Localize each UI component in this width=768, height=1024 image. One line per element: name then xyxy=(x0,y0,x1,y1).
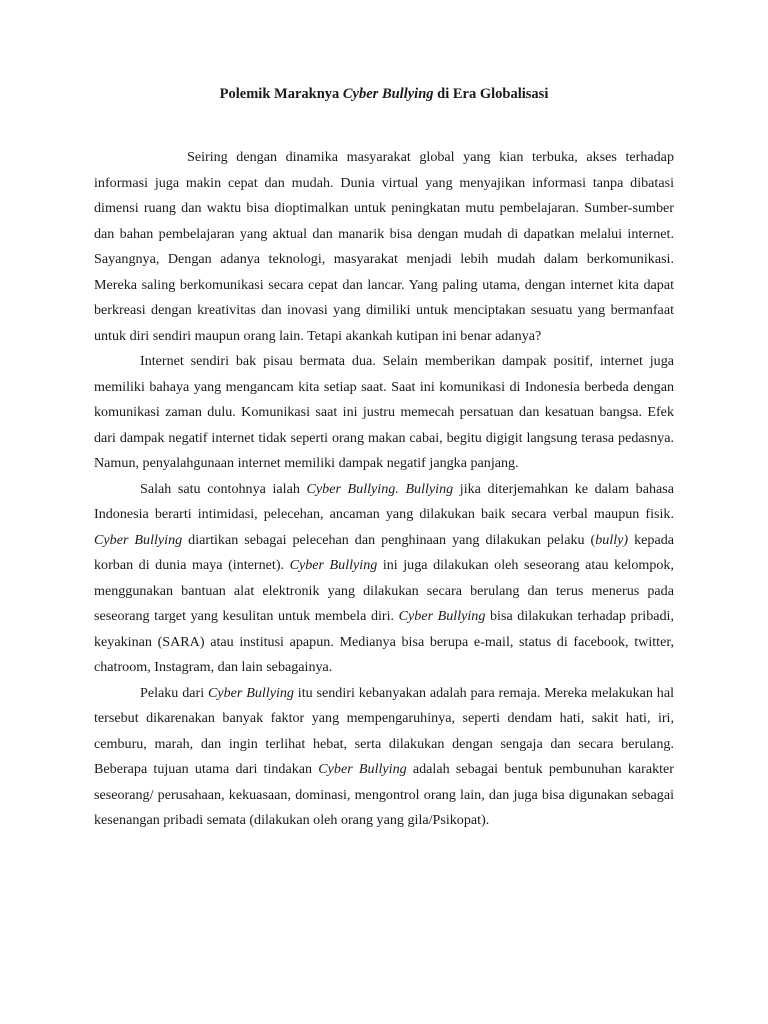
paragraph-segment: Cyber Bullying xyxy=(318,761,407,777)
paragraph xyxy=(94,145,674,349)
paragraph-segment: bully) xyxy=(595,531,629,548)
paragraph-segment: Seiring dengan dinamika masyarakat global yang kian terbuka, akses terhadap informasi juga makin cepat dan mudah. Dunia virtual yang menyajikan informasi tanpa dibatasi dimensi ruang dan waktu bisa dioptimalkan untuk peningkatan mutu pembelajaran. Sumber-sumber dan bahan pembelajaran yang aktual dan manarik bisa dengan mudah di dapatkan melalui internet. Sayangnya, Dengan adanya teknologi, masyarakat menjadi lebih mudah dalam berkomunikasi. Mereka saling berkomunikasi secara cepat dan lancar. Yang paling utama, dengan internet kita dapat berkreasi dengan kreativitas dan inovasi yang dimiliki untuk menciptakan sesuatu yang bermanfaat untuk diri sendiri maupun orang lain. Tetapi akankah kutipan ini benar adanya? xyxy=(94,149,674,344)
paragraph-segment: Pelaku dari xyxy=(140,684,208,701)
paragraph-segment: Internet sendiri bak pisau bermata dua. Selain memberikan dampak positif, internet juga memiliki bahaya yang mengancam kita setiap saat. Saat ini komunikasi di Indonesia berbeda dengan komunikasi zaman dulu. Komunikasi saat ini justru memecah persatuan dan kesatuan bangsa. Efek dari dampak negatif internet tidak seperti orang makan cabai, begitu digigit langsung terasa pedasnya. Namun, penyalahgunaan internet memiliki dampak negatif jangka panjang. xyxy=(94,353,674,471)
paragraph-segment: itu sendiri kebanyakan adalah para remaja. Mereka melakukan hal tersebut dikarenakan banyak faktor yang mempengaruhinya, seperti dendam hati, sakit hati, iri, cemburu, marah, dan ingin terlihat hebat, serta dilakukan dengan sengaja dan secara berulang. Beberapa tujuan utama dari tindakan xyxy=(94,684,674,777)
paragraph xyxy=(94,349,674,477)
paragraph-segment: Cyber Bullying xyxy=(207,684,294,701)
title-segment: di Era Globalisasi xyxy=(433,86,549,102)
paragraph-segment: Cyber Bullying xyxy=(94,531,183,548)
paragraph-segment: Cyber Bullying xyxy=(289,557,378,573)
paragraph-segment: Bullying xyxy=(405,480,454,497)
paragraph-segment: ini juga dilakukan oleh seseorang atau kelompok, menggunakan bantuan alat elektronik yang dilakukan secara berulang dan terus menerus pada seseorang target yang kesulitan untuk membela diri. xyxy=(94,557,674,624)
paragraph-segment: Cyber Bullying. xyxy=(306,480,399,497)
document-body xyxy=(94,145,674,834)
title-segment: Cyber Bullying xyxy=(342,86,434,102)
paragraph-segment: Cyber Bullying xyxy=(398,608,486,624)
paragraph-segment: jika diterjemahkan ke dalam bahasa Indonesia berarti intimidasi, pelecehan, ancaman yang dilakukan baik secara verbal maupun fisik. xyxy=(94,480,675,522)
paragraph xyxy=(94,681,674,834)
paragraph-segment: diartikan sebagai pelecehan dan penghinaan yang dilakukan pelaku ( xyxy=(182,531,596,548)
document-title xyxy=(0,86,768,103)
paragraph-segment: Salah satu contohnya ialah xyxy=(140,480,307,497)
paragraph-segment: kepada korban di dunia maya (internet). xyxy=(94,531,675,573)
paragraph-segment: adalah sebagai bentuk pembunuhan karakter seseorang/ perusahaan, kekuasaan, dominasi, mengontrol orang lain, dan juga bisa digunakan sebagai kesenangan pribadi semata (dilakukan oleh orang yang gila/Psikopat). xyxy=(94,761,674,828)
title-segment: Polemik Maraknya xyxy=(219,86,343,102)
paragraph xyxy=(94,477,674,681)
paragraph-segment: bisa dilakukan terhadap pribadi, keyakinan (SARA) atau institusi apapun. Medianya bisa berupa e-mail, status di facebook, twitter, chatroom, Instagram, dan lain sebagainya. xyxy=(94,608,674,675)
